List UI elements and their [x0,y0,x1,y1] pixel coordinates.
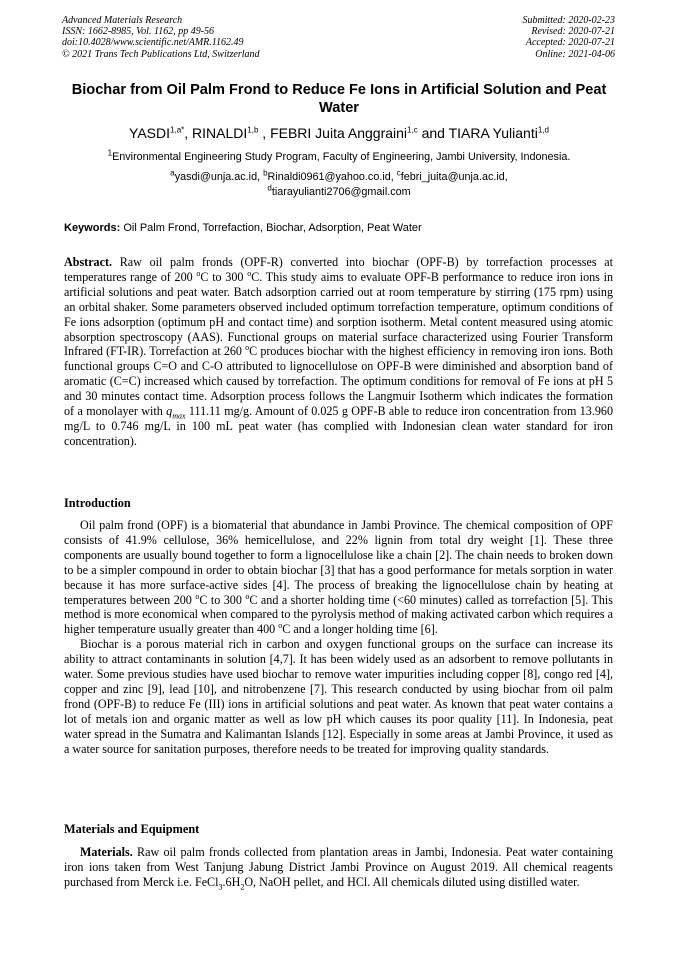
variable-q: q [166,404,173,419]
abstract-text: Raw oil palm fronds (OPF-R) converted into biochar (OPF-B) by torrefaction processes at temperatures range of 200 [64,255,614,284]
author-affiliation-mark: 1,b [247,125,259,135]
email-link[interactable]: yasdi@unja.ac.id, [174,171,261,183]
abstract-paragraph [64,255,613,449]
affiliation-text: Environmental Engineering Study Program, Faculty of Engineering, Jambi University, Indonesia. [112,151,571,163]
chemical-subscript: 2 [240,882,245,892]
email-link[interactable]: Rinaldi0961@yahoo.co.id, [267,171,394,183]
materials-paragraph [64,845,613,890]
email-mark: b [263,168,268,178]
introduction-paragraph-1 [64,518,613,637]
keywords-label: Keywords: [64,222,121,234]
abstract-text: C to 300 [200,269,248,284]
author-name: TIARA Yulianti [448,125,538,141]
journal-name: Advanced Materials Research [62,15,183,26]
variable-subscript: max [172,411,186,421]
issn: ISSN: 1662-8985, Vol. 1162, pp 49-56 [62,26,215,38]
email-mark: c [396,168,401,178]
introduction-body [64,518,613,757]
paragraph-text: C to 300 [199,592,246,607]
submitted-date: Submitted: 2020-02-23 [522,15,615,26]
author-affiliation-mark: 1,a* [170,125,185,135]
paragraph-text: Raw oil palm fronds collected from plantation areas in Jambi, Indonesia. Peat water containing iron ions taken from West Tanjung Jabung District Jambi Province on August 2019. All chemical reagents purchased from Merck i.e. FeCl [64,845,613,889]
section-heading-materials: Materials and Equipment [64,822,200,836]
materials-body [64,845,613,890]
author-name: RINALDI [192,125,248,141]
paragraph-text: O, NaOH pellet, and HCl. All chemicals diluted using distilled water. [244,874,580,889]
accepted-date: Accepted: 2020-07-21 [525,37,615,49]
journal-header-left [62,15,260,60]
degree-mark: o [278,621,283,631]
email-link[interactable]: tiarayulianti2706@gmail.com [271,186,411,198]
abstract-text: 111.11 mg/g. Amount of 0.025 g OPF-B able to reduce iron concentration from 13.960 mg/L to 0.746 mg/L in 100 mL peat water (has complied with Indonesian clean water standard for iron concentration). [64,404,613,448]
affiliation [60,150,618,164]
abstract [64,255,613,449]
paragraph-text: C and a longer holding time [6]. [282,622,438,637]
email-link[interactable]: febri_juita@unja.ac.id, [400,171,508,183]
affiliation-mark: 1 [107,148,113,158]
degree-mark: o [196,268,201,278]
degree-mark: o [245,591,250,601]
abstract-label: Abstract. [64,255,113,269]
paragraph-text: C and a shorter holding time (<60 minutes) called as torrefaction [5]. This method is more economical when compared to the pyrolysis method of making activated carbon which requires a higher temperature usually greater than 400 [64,592,613,637]
keywords-text: Oil Palm Frond, Torrefaction, Biochar, Adsorption, Peat Water [123,222,422,234]
author-conjunction: and [421,125,445,141]
revised-date: Revised: 2020-07-21 [531,26,615,38]
journal-header-right [523,15,616,60]
copyright: © 2021 Trans Tech Publications Ltd, Switzerland [62,48,260,60]
abstract-text: C. This study aims to evaluate OPF-B performance to reduce iron ions in artificial solutions and peat water. Batch adsorption carried out at room temperature by stirring (175 rpm) using an orbital shaker. Some parameters observed included optimum torrefaction temperature, optimum conditions of Fe ions adsorption (optimum pH and contact time) and sorption isotherm. Metal content measured using atomic absorption spectroscopy (AAS). Functional groups on material surface characterized using Fourier Transform Infrared (FT-IR). Torrefaction at 260 [64,269,613,359]
degree-mark: o [247,268,252,278]
author-name: YASDI [129,125,171,141]
materials-label: Materials. [80,845,133,859]
paragraph-text: .6H [222,874,241,889]
email-mark: d [267,183,272,193]
author-name: FEBRI Juita Anggraini [270,125,408,141]
email-mark: a [170,168,175,178]
paper-title: Biochar from Oil Palm Frond to Reduce Fe Ions in Artificial Solution and Peat Water [71,82,607,116]
author-emails [80,170,598,200]
degree-mark: o [195,591,200,601]
abstract-text: C produces biochar with the highest efficiency in removing iron ions. Both functional groups C=O and C-O attributed to lignocellulose on OPF-B were diminished and absorption band of aromatic (C=C) increased which caused by torrefaction. The optimum conditions for removal of Fe ions at pH 5 and 30 minutes contact time. Adsorption process follows the Langmuir Isotherm which indicates the formation of a monolayer with [64,344,613,419]
section-heading-introduction: Introduction [64,496,131,510]
doi: doi:10.4028/www.scientific.net/AMR.1162.49 [62,37,244,49]
author-affiliation-mark: 1,d [537,125,549,135]
online-date: Online: 2021-04-06 [535,48,615,60]
degree-mark: o [245,343,250,353]
paragraph-text: Oil palm frond (OPF) is a biomaterial that abundance in Jambi Province. The chemical composition of OPF consists of 41.9% cellulose, 36% hemicellulose, and 22% lignin from total dry weight [1]. These three components are usually bound together to form a lignocellulose like a chain [2]. The chain needs to broken down to be a simpler compound in order to obtain biochar [3] that has a good performance for metals sorption in water because it has more surface-active sides [4]. The process of breaking the lignocellulose chain by heating at temperatures between 200 [64,518,613,607]
author-list: $YASDI^{1,a*}$, RINALDI$^{1,b}$ , FEBRI Juita Anggraini$^{1,c}$ and TIARA Yulianti$^{1,d}$ [129,125,549,141]
keywords [64,221,614,235]
chemical-subscript: 3 [218,882,223,892]
introduction-paragraph-2: Biochar is a porous material rich in carbon and oxygen functional groups on the surface can increase its ability to attract contaminants in solution [4,7]. It has been widely used as an adsorbent to remove pollutants in water. Some previous studies have used biochar to remove water impurities including copper [8], congo red [4], copper and zinc [9], lead [10], and nitrobenzene [7]. This research conducted by using biochar from oil palm frond (OPF-B) to reduce Fe (III) ions in artificial solutions and peat water. As known that peat water contains a lot of metals ion and organic matter as well as low pH which causes its poor quality [11]. In Indonesia, peat water spread in the Sumatra and Kalimantan Islands [12]. Especially in some areas at Jambi Province, it used as a water source for sanitation purposes, therefore needs to be treated for improving quality standards. [64,637,613,756]
author-affiliation-mark: 1,c [407,125,418,135]
